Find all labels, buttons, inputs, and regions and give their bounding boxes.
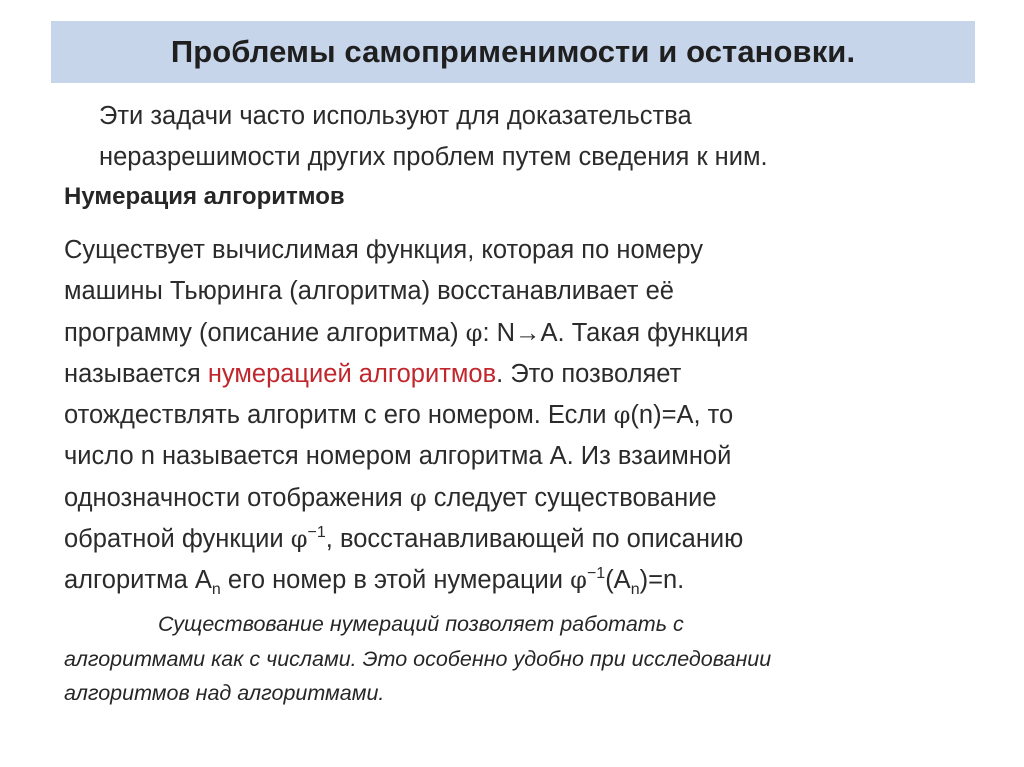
phi-symbol: φ [409,483,427,512]
superscript: −1 [307,524,326,542]
body-text: алгоритма A [64,566,212,595]
body-line-2 [64,271,984,312]
italic-note [64,607,984,711]
body-text: его номер в этой нумерации [220,566,571,595]
body-line-7 [64,478,984,519]
body-text: число n называется номером алгоритма A. Из взаимной [64,442,732,471]
subscript: n [630,581,640,599]
body-text: (n)=A, то [630,401,734,430]
superscript: −1 [586,565,606,583]
body-text: )=n. [639,566,685,595]
note-line: алгоритмов над алгоритмами. [64,681,385,705]
phi-symbol: φ [465,318,483,347]
title-bar [51,21,975,83]
body-text: . Это позволяет [496,359,682,388]
body-line-1 [64,230,984,271]
intro-line: неразрешимости других проблем путем сведения к ним. [99,143,768,171]
body-line-6 [64,436,984,477]
section-heading: Нумерация алгоритмов [64,183,345,210]
body-line-9 [64,560,984,601]
phi-symbol: φ [613,401,631,430]
note-line: алгоритмами как с числами. Это особенно удобно при исследовании [64,646,772,671]
body-text: отождествлять алгоритм с его номером. Если [64,401,614,430]
intro-paragraph [99,96,979,178]
body-text: машины Тьюринга (алгоритма) восстанавливает её [64,277,674,306]
phi-symbol: φ [290,525,308,554]
body-line-5 [64,395,984,436]
main-paragraph [64,230,984,602]
body-text: обратной функции [64,525,291,554]
body-line-8 [64,519,984,560]
slide-title: Проблемы самоприменимости и остановки. [170,34,856,69]
phi-symbol: φ [570,566,587,595]
body-text: однозначности отображения [64,483,410,512]
note-line: Существование нумераций позволяет работать с [158,612,684,636]
subscript: n [211,581,221,599]
body-text: называется [64,359,208,388]
body-text: следует существование [426,483,717,512]
body-line-3 [64,313,984,354]
body-text: Существует вычислимая функция, которая по номеру [64,236,704,264]
body-text: : N→A. Такая функция [482,318,749,347]
highlighted-term: нумерацией алгоритмов [207,359,497,388]
body-text: программу (описание алгоритма) [64,318,466,347]
body-text: (A [605,566,631,595]
body-line-4 [64,354,984,395]
body-text: , восстанавливающей по описанию [325,525,744,554]
intro-line: Эти задачи часто используют для доказательства [99,102,692,130]
